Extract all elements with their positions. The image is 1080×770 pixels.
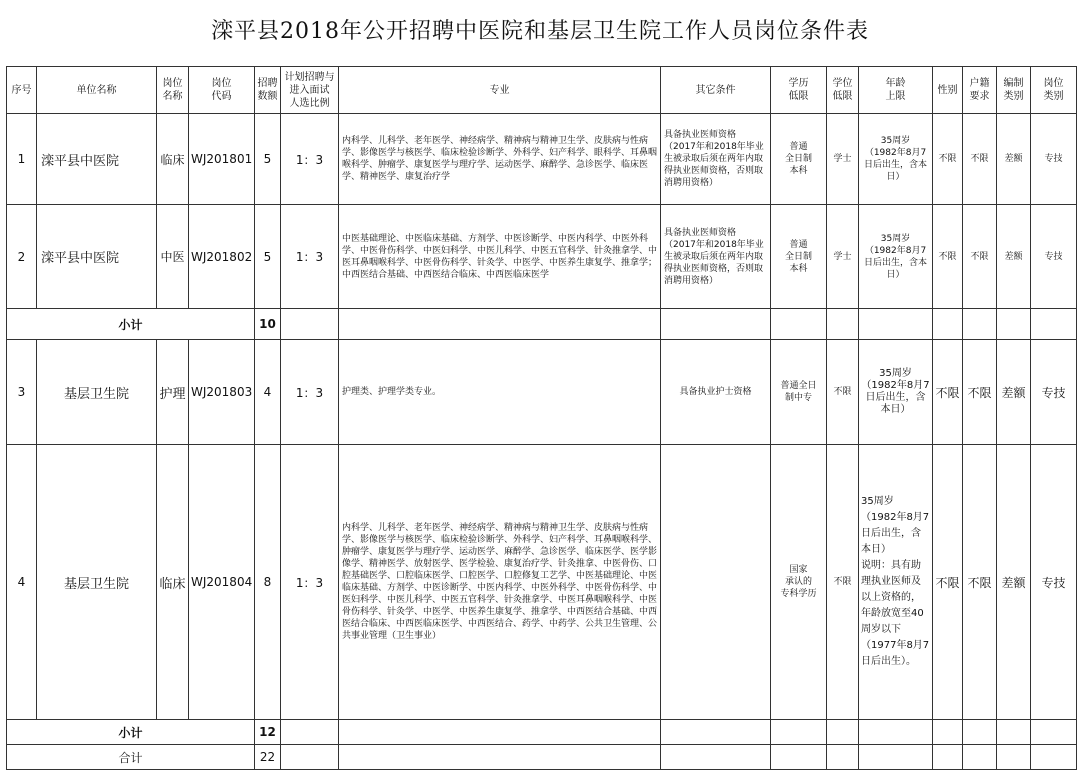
header-edu: 学历 低限 xyxy=(771,67,827,114)
header-staffing: 编制 类别 xyxy=(997,67,1031,114)
cell-ratio: 1：3 xyxy=(281,445,339,720)
cell-post-name: 中医 xyxy=(157,205,189,309)
cell-post-code: WJ201801 xyxy=(189,114,255,205)
cell-category: 专技 xyxy=(1031,445,1077,720)
cell-major: 护理类、护理学类专业。 xyxy=(339,340,661,445)
cell-other: 具备执业护士资格 xyxy=(661,340,771,445)
table-row xyxy=(7,114,1077,205)
cell-degree: 学士 xyxy=(827,114,859,205)
header-major: 专业 xyxy=(339,67,661,114)
cell-seq: 4 xyxy=(7,445,37,720)
cell-hukou: 不限 xyxy=(963,114,997,205)
cell-major: 内科学、儿科学、老年医学、神经病学、精神病与精神卫生学、皮肤病与性病学、影像医学与核医学、临床检验诊断学、外科学、妇产科学、眼科学、耳鼻咽喉科学、肿瘤学、康复医学与理疗学、运动医学、麻醉学、急诊医学、临床医学、精神医学、康复治疗学 xyxy=(339,114,661,205)
cell-staffing: 差额 xyxy=(997,445,1031,720)
header-seq: 序号 xyxy=(7,67,37,114)
cell-gender: 不限 xyxy=(933,114,963,205)
cell-degree: 学士 xyxy=(827,205,859,309)
header-category: 岗位 类别 xyxy=(1031,67,1077,114)
cell-staffing: 差额 xyxy=(997,340,1031,445)
page-title: 滦平县2018年公开招聘中医院和基层卫生院工作人员岗位条件表 xyxy=(211,19,869,44)
header-gender: 性别 xyxy=(933,67,963,114)
table-row xyxy=(7,340,1077,445)
subtotal-row xyxy=(7,309,1077,340)
cell-edu: 普通 全日制 本科 xyxy=(771,205,827,309)
cell-hukou: 不限 xyxy=(963,340,997,445)
cell-post-code: WJ201802 xyxy=(189,205,255,309)
cell-post-name: 护理 xyxy=(157,340,189,445)
cell-age: 35周岁 （1982年8月7日后出生，含本日） xyxy=(859,205,933,309)
cell-ratio: 1：3 xyxy=(281,340,339,445)
cell-age: 35周岁 （1982年8月7日后出生，含本日） xyxy=(859,114,933,205)
cell-major: 中医基础理论、中医临床基础、方剂学、中医诊断学、中医内科学、中医外科学、中医骨伤科学、中医妇科学、中医儿科学、中医五官科学、针灸推拿学、中医耳鼻咽喉科学、中医骨伤科学、针灸学、中医学、中医养生康复学、推拿学；中西医结合基础、中西医结合临床、中西医临床医学 xyxy=(339,205,661,309)
cell-edu: 普通 全日制 本科 xyxy=(771,114,827,205)
cell-degree: 不限 xyxy=(827,340,859,445)
cell-edu: 国家 承认的 专科学历 xyxy=(771,445,827,720)
cell-gender: 不限 xyxy=(933,340,963,445)
table-row xyxy=(7,445,1077,720)
header-other: 其它条件 xyxy=(661,67,771,114)
total-row xyxy=(7,745,1077,770)
cell-seq: 2 xyxy=(7,205,37,309)
cell-count: 5 xyxy=(255,114,281,205)
total-count: 22 xyxy=(255,745,281,770)
cell-hukou: 不限 xyxy=(963,445,997,720)
position-table xyxy=(6,66,1077,770)
header-age: 年龄 上限 xyxy=(859,67,933,114)
cell-count: 8 xyxy=(255,445,281,720)
cell-staffing: 差额 xyxy=(997,205,1031,309)
cell-ratio: 1：3 xyxy=(281,114,339,205)
cell-ratio: 1：3 xyxy=(281,205,339,309)
cell-seq: 1 xyxy=(7,114,37,205)
subtotal-row xyxy=(7,720,1077,745)
cell-seq: 3 xyxy=(7,340,37,445)
subtotal-count: 12 xyxy=(255,720,281,745)
total-label: 合计 xyxy=(7,745,255,770)
cell-category: 专技 xyxy=(1031,340,1077,445)
header-degree: 学位 低限 xyxy=(827,67,859,114)
subtotal-label: 小计 xyxy=(7,309,255,340)
cell-other: 具备执业医师资格 （2017年和2018年毕业生被录取后须在两年内取得执业医师资格，否则取消聘用资格） xyxy=(661,114,771,205)
cell-unit: 基层卫生院 xyxy=(37,445,157,720)
header-count: 招聘 数额 xyxy=(255,67,281,114)
cell-gender: 不限 xyxy=(933,205,963,309)
cell-post-code: WJ201804 xyxy=(189,445,255,720)
cell-category: 专技 xyxy=(1031,205,1077,309)
header-row xyxy=(7,67,1077,114)
cell-age: 35周岁 （1982年8月7日后出生，含本日） xyxy=(859,340,933,445)
cell-count: 4 xyxy=(255,340,281,445)
cell-hukou: 不限 xyxy=(963,205,997,309)
cell-post-name: 临床 xyxy=(157,445,189,720)
subtotal-label: 小计 xyxy=(7,720,255,745)
cell-post-code: WJ201803 xyxy=(189,340,255,445)
cell-category: 专技 xyxy=(1031,114,1077,205)
subtotal-count: 10 xyxy=(255,309,281,340)
cell-age: 35周岁 （1982年8月7日后出生，含本日） 说明：具有助理执业医师及以上资格的，年龄放宽至40周岁以下 （1977年8月7日后出生）。 xyxy=(859,445,933,720)
cell-gender: 不限 xyxy=(933,445,963,720)
cell-edu: 普通全日 制中专 xyxy=(771,340,827,445)
cell-other: 具备执业医师资格 （2017年和2018年毕业生被录取后须在两年内取得执业医师资格，否则取消聘用资格） xyxy=(661,205,771,309)
header-ratio: 计划招聘与 进入面试 人选比例 xyxy=(281,67,339,114)
cell-post-name: 临床 xyxy=(157,114,189,205)
header-post-name: 岗位 名称 xyxy=(157,67,189,114)
table-row xyxy=(7,205,1077,309)
header-post-code: 岗位 代码 xyxy=(189,67,255,114)
cell-staffing: 差额 xyxy=(997,114,1031,205)
cell-other xyxy=(661,445,771,720)
cell-unit: 基层卫生院 xyxy=(37,340,157,445)
cell-major: 内科学、儿科学、老年医学、神经病学、精神病与精神卫生学、皮肤病与性病学、影像医学与核医学、临床检验诊断学、外科学、妇产科学、耳鼻咽喉科学、肿瘤学、康复医学与理疗学、运动医学、麻醉学、急诊医学、临床医学、医学影像学、精神医学、放射医学、医学检验、康复治疗学、针灸推拿、中医骨伤、口腔基础医学、口腔临床医学、口腔医学、口腔修复工艺学、中医基础理论、中医临床基础、方剂学、中医诊断学、中医内科学、中医外科学、中医骨伤科学、中医妇科学、中医儿科学、中医五官科学、针灸推拿学、中医耳鼻咽喉科学、中医骨伤科学、针灸学、中医学、中医养生康复学、推拿学、中西医结合基础、中西医结合临床、中西医临床医学、中西医结合、药学、中药学、公共卫生管理、公共事业管理（卫生事业） xyxy=(339,445,661,720)
cell-count: 5 xyxy=(255,205,281,309)
header-hukou: 户籍 要求 xyxy=(963,67,997,114)
cell-unit: 滦平县中医院 xyxy=(37,205,157,309)
cell-unit: 滦平县中医院 xyxy=(37,114,157,205)
header-unit: 单位名称 xyxy=(37,67,157,114)
cell-degree: 不限 xyxy=(827,445,859,720)
